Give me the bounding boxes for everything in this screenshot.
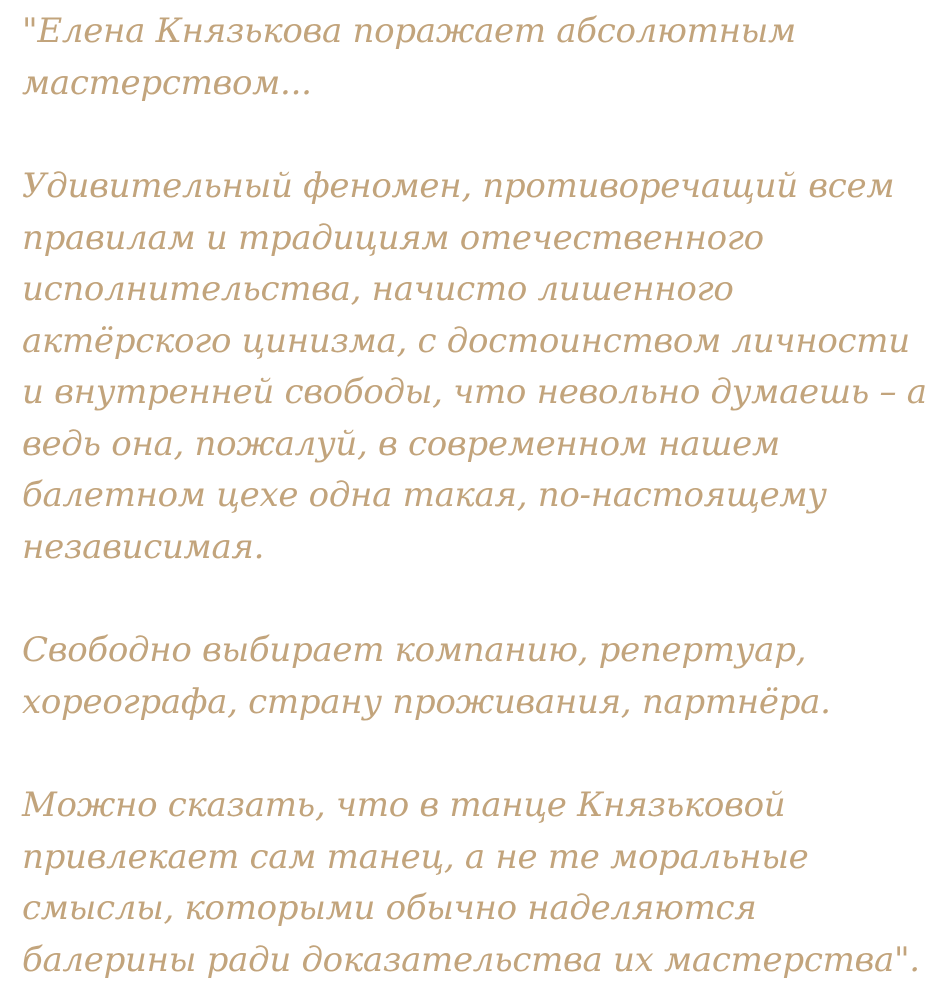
quote-paragraph-dance: Можно сказать, что в танце Князьковой привлекает сам танец, а не те моральные смыслы, которыми обычно наделяются балерины ради доказательства их мастерства". <box>22 785 920 980</box>
quote-paragraph-intro: "Елена Князькова поражает абсолютным мастерством... <box>22 11 796 103</box>
quote-paragraph-phenomenon: Удивительный феномен, противоречащий всем правилам и традициям отечественного исполнительства, начисто лишенного актёрского цинизма, с достоинством личности и внутренней свободы, что невольно думаешь – а ведь она, пожалуй, в современном нашем балетном цехе одна такая, по-настоящему независимая. <box>22 166 927 567</box>
quote-block <box>22 6 927 986</box>
quote-paragraph-freedom: Свободно выбирает компанию, репертуар, хореографа, страну проживания, партнёра. <box>22 630 831 722</box>
